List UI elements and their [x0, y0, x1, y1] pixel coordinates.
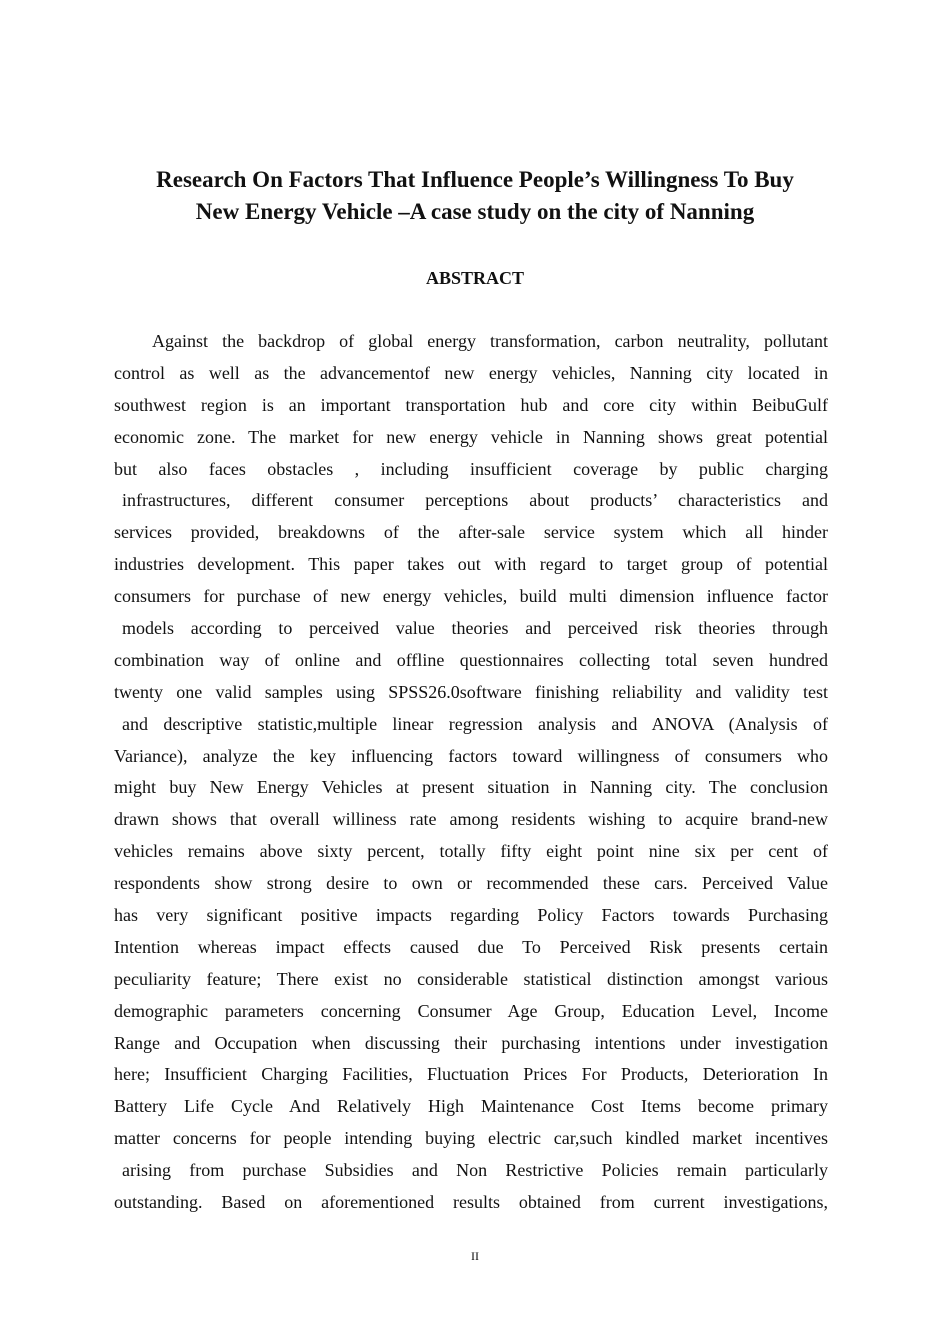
abstract-line: outstanding. Based on aforementioned results obtained from current investigations, [114, 1192, 828, 1213]
abstract-line: economic zone. The market for new energy vehicle in Nanning shows great potential [114, 426, 828, 447]
abstract-line: respondents show strong desire to own or recommended these cars. Perceived Value [114, 873, 828, 894]
page-number: II [471, 1249, 479, 1263]
abstract-line: industries development. This paper takes out with regard to target group of potential [114, 554, 828, 575]
abstract-line: but also faces obstacles , including insufficient coverage by public charging [114, 458, 828, 479]
abstract-line: here; Insufficient Charging Facilities, Fluctuation Prices For Products, Deterioration In [114, 1064, 828, 1085]
abstract-line: southwest region is an important transportation hub and core city within BeibuGulf [114, 394, 828, 415]
abstract-line: demographic parameters concerning Consumer Age Group, Education Level, Income [114, 1000, 828, 1021]
abstract-line: infrastructures, different consumer perceptions about products’ characteristics and [122, 490, 828, 511]
abstract-line: Against the backdrop of global energy transformation, carbon neutrality, pollutant [152, 331, 828, 351]
abstract-line: Intention whereas impact effects caused due To Perceived Risk presents certain [114, 936, 828, 957]
abstract-line: Range and Occupation when discussing their purchasing intentions under investigation [114, 1032, 828, 1053]
abstract-line: peculiarity feature; There exist no considerable statistical distinction amongst various [114, 968, 828, 989]
abstract-line: might buy New Energy Vehicles at present situation in Nanning city. The conclusion [114, 777, 828, 798]
abstract-line: combination way of online and offline questionnaires collecting total seven hundred [114, 649, 828, 670]
abstract-line: and descriptive statistic,multiple linear regression analysis and ANOVA (Analysis of [122, 713, 828, 734]
abstract-line: vehicles remains above sixty percent, totally fifty eight point nine six per cent of [114, 841, 828, 862]
paper-title [100, 164, 850, 228]
abstract-line: consumers for purchase of new energy vehicles, build multi dimension influence factor [114, 586, 828, 607]
abstract-line: drawn shows that overall williness rate among residents wishing to acquire brand-new [114, 809, 828, 830]
abstract-line: has very significant positive impacts regarding Policy Factors towards Purchasing [114, 905, 828, 926]
abstract-heading: ABSTRACT [425, 268, 525, 288]
abstract-line: services provided, breakdowns of the after-sale service system which all hinder [114, 522, 828, 543]
abstract-line: matter concerns for people intending buying electric car,such kindled market incentives [114, 1128, 828, 1149]
title-line: New Energy Vehicle –A case study on the city of Nanning [195, 199, 755, 224]
abstract-line: models according to perceived value theories and perceived risk theories through [122, 618, 828, 639]
abstract-body [114, 326, 828, 1219]
abstract-line: Battery Life Cycle And Relatively High Maintenance Cost Items become primary [114, 1096, 828, 1117]
abstract-line: Variance), analyze the key influencing factors toward willingness of consumers who [114, 745, 828, 766]
title-line: Research On Factors That Influence People’s Willingness To Buy [156, 167, 794, 192]
abstract-line: arising from purchase Subsidies and Non Restrictive Policies remain particularly [122, 1160, 828, 1181]
abstract-line: control as well as the advancementof new energy vehicles, Nanning city located in [114, 362, 828, 383]
abstract-line: twenty one valid samples using SPSS26.0software finishing reliability and validity test [114, 681, 828, 702]
